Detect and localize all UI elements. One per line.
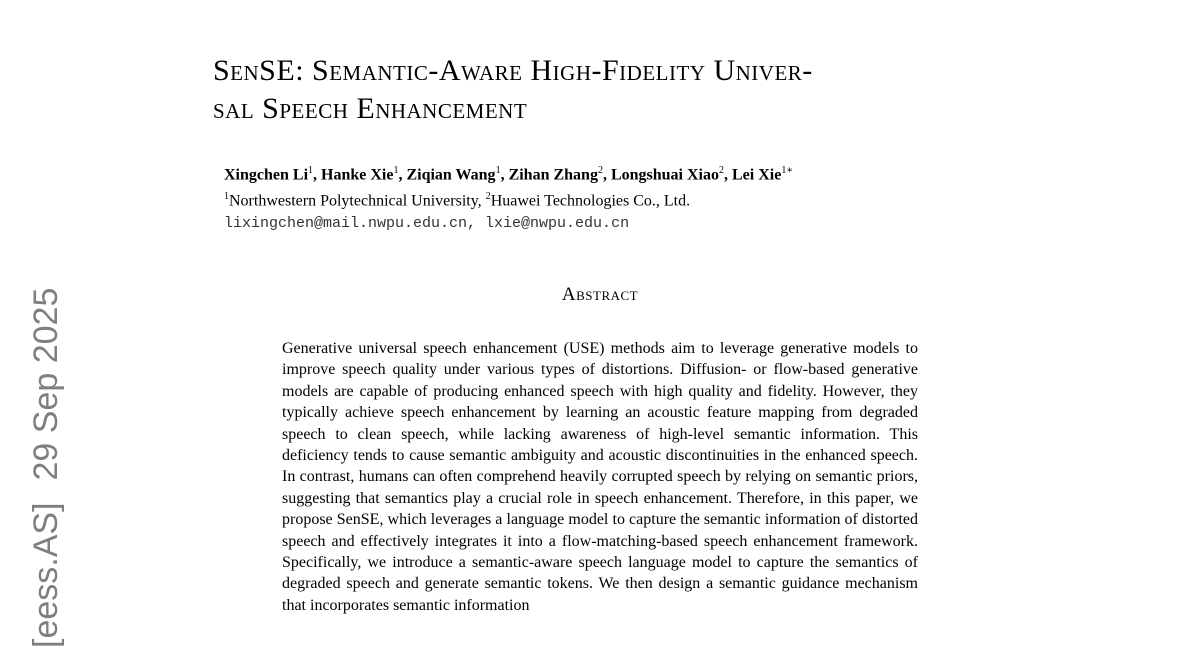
author-sup: 2 xyxy=(597,165,603,176)
arxiv-date: 29 Sep 2025 xyxy=(27,287,65,481)
affil-sup: 1 xyxy=(224,191,229,203)
author-sup: 1 xyxy=(495,165,501,176)
author-block xyxy=(224,160,1004,235)
author-emails: lixingchen@mail.nwpu.edu.cn, lxie@nwpu.edu.cn xyxy=(224,214,630,232)
abstract-heading: Abstract xyxy=(561,284,639,305)
author-name: Longshuai Xiao xyxy=(610,166,719,184)
author-sup: 1∗ xyxy=(781,165,794,176)
author-sup: 2 xyxy=(719,165,724,176)
arxiv-side-stamp xyxy=(22,288,70,648)
author-name: Lei Xie xyxy=(732,166,782,184)
author-sup: 1 xyxy=(393,165,399,176)
affiliations xyxy=(224,186,1004,212)
affiliation-2: Huawei Technologies Co., Ltd. xyxy=(490,192,691,210)
arxiv-category: [eess.AS] xyxy=(27,502,65,648)
title-line-1: SenSE: Semantic-Aware High-Fidelity Univer- xyxy=(213,54,813,87)
author-name: Ziqian Wang xyxy=(406,166,496,184)
affiliation-1: Northwestern Polytechnical University, xyxy=(229,192,482,210)
author-name: Xingchen Li xyxy=(224,166,309,184)
author-list: Xingchen Li$^1$, Hanke Xie$^1$, Ziqian Wang$^1$, Zihan Zhang$^2$, Longshuai Xiao$^2$, Lei Xie$^{1∗}$ xyxy=(224,165,794,184)
affil-sup: 2 xyxy=(485,191,491,203)
author-name: Zihan Zhang xyxy=(508,166,598,184)
abstract-text: Generative universal speech enhancement (USE) methods aim to leverage generative models to improve speech quality under various types of distortions. Diffusion- or flow-based generative models are capable of producing enhanced speech with high quality and fidelity. However, they typically achieve speech enhancement by learning an acoustic feature mapping from degraded speech to clean speech, while lacking awareness of high-level semantic information. This deficiency tends to cause semantic ambiguity and acoustic discontinuities in the enhanced speech. In contrast, humans can often comprehend heavily corrupted speech by relying on semantic priors, suggesting that semantics play a crucial role in speech enhancement. Therefore, in this paper, we propose SenSE, which leverages a language model to capture the semantic information of distorted speech and effectively integrates it into a flow-matching-based speech enhancement framework. Specifically, we introduce a semantic-aware speech language model to capture the semantics of degraded speech and generate semantic tokens. We then design a semantic guidance mechanism that incorporates semantic information xyxy=(282,340,918,614)
author-name: Hanke Xie xyxy=(321,166,394,184)
paper-title xyxy=(213,52,1013,128)
author-sup: 1 xyxy=(308,165,314,176)
title-line-2: sal Speech Enhancement xyxy=(213,92,528,125)
